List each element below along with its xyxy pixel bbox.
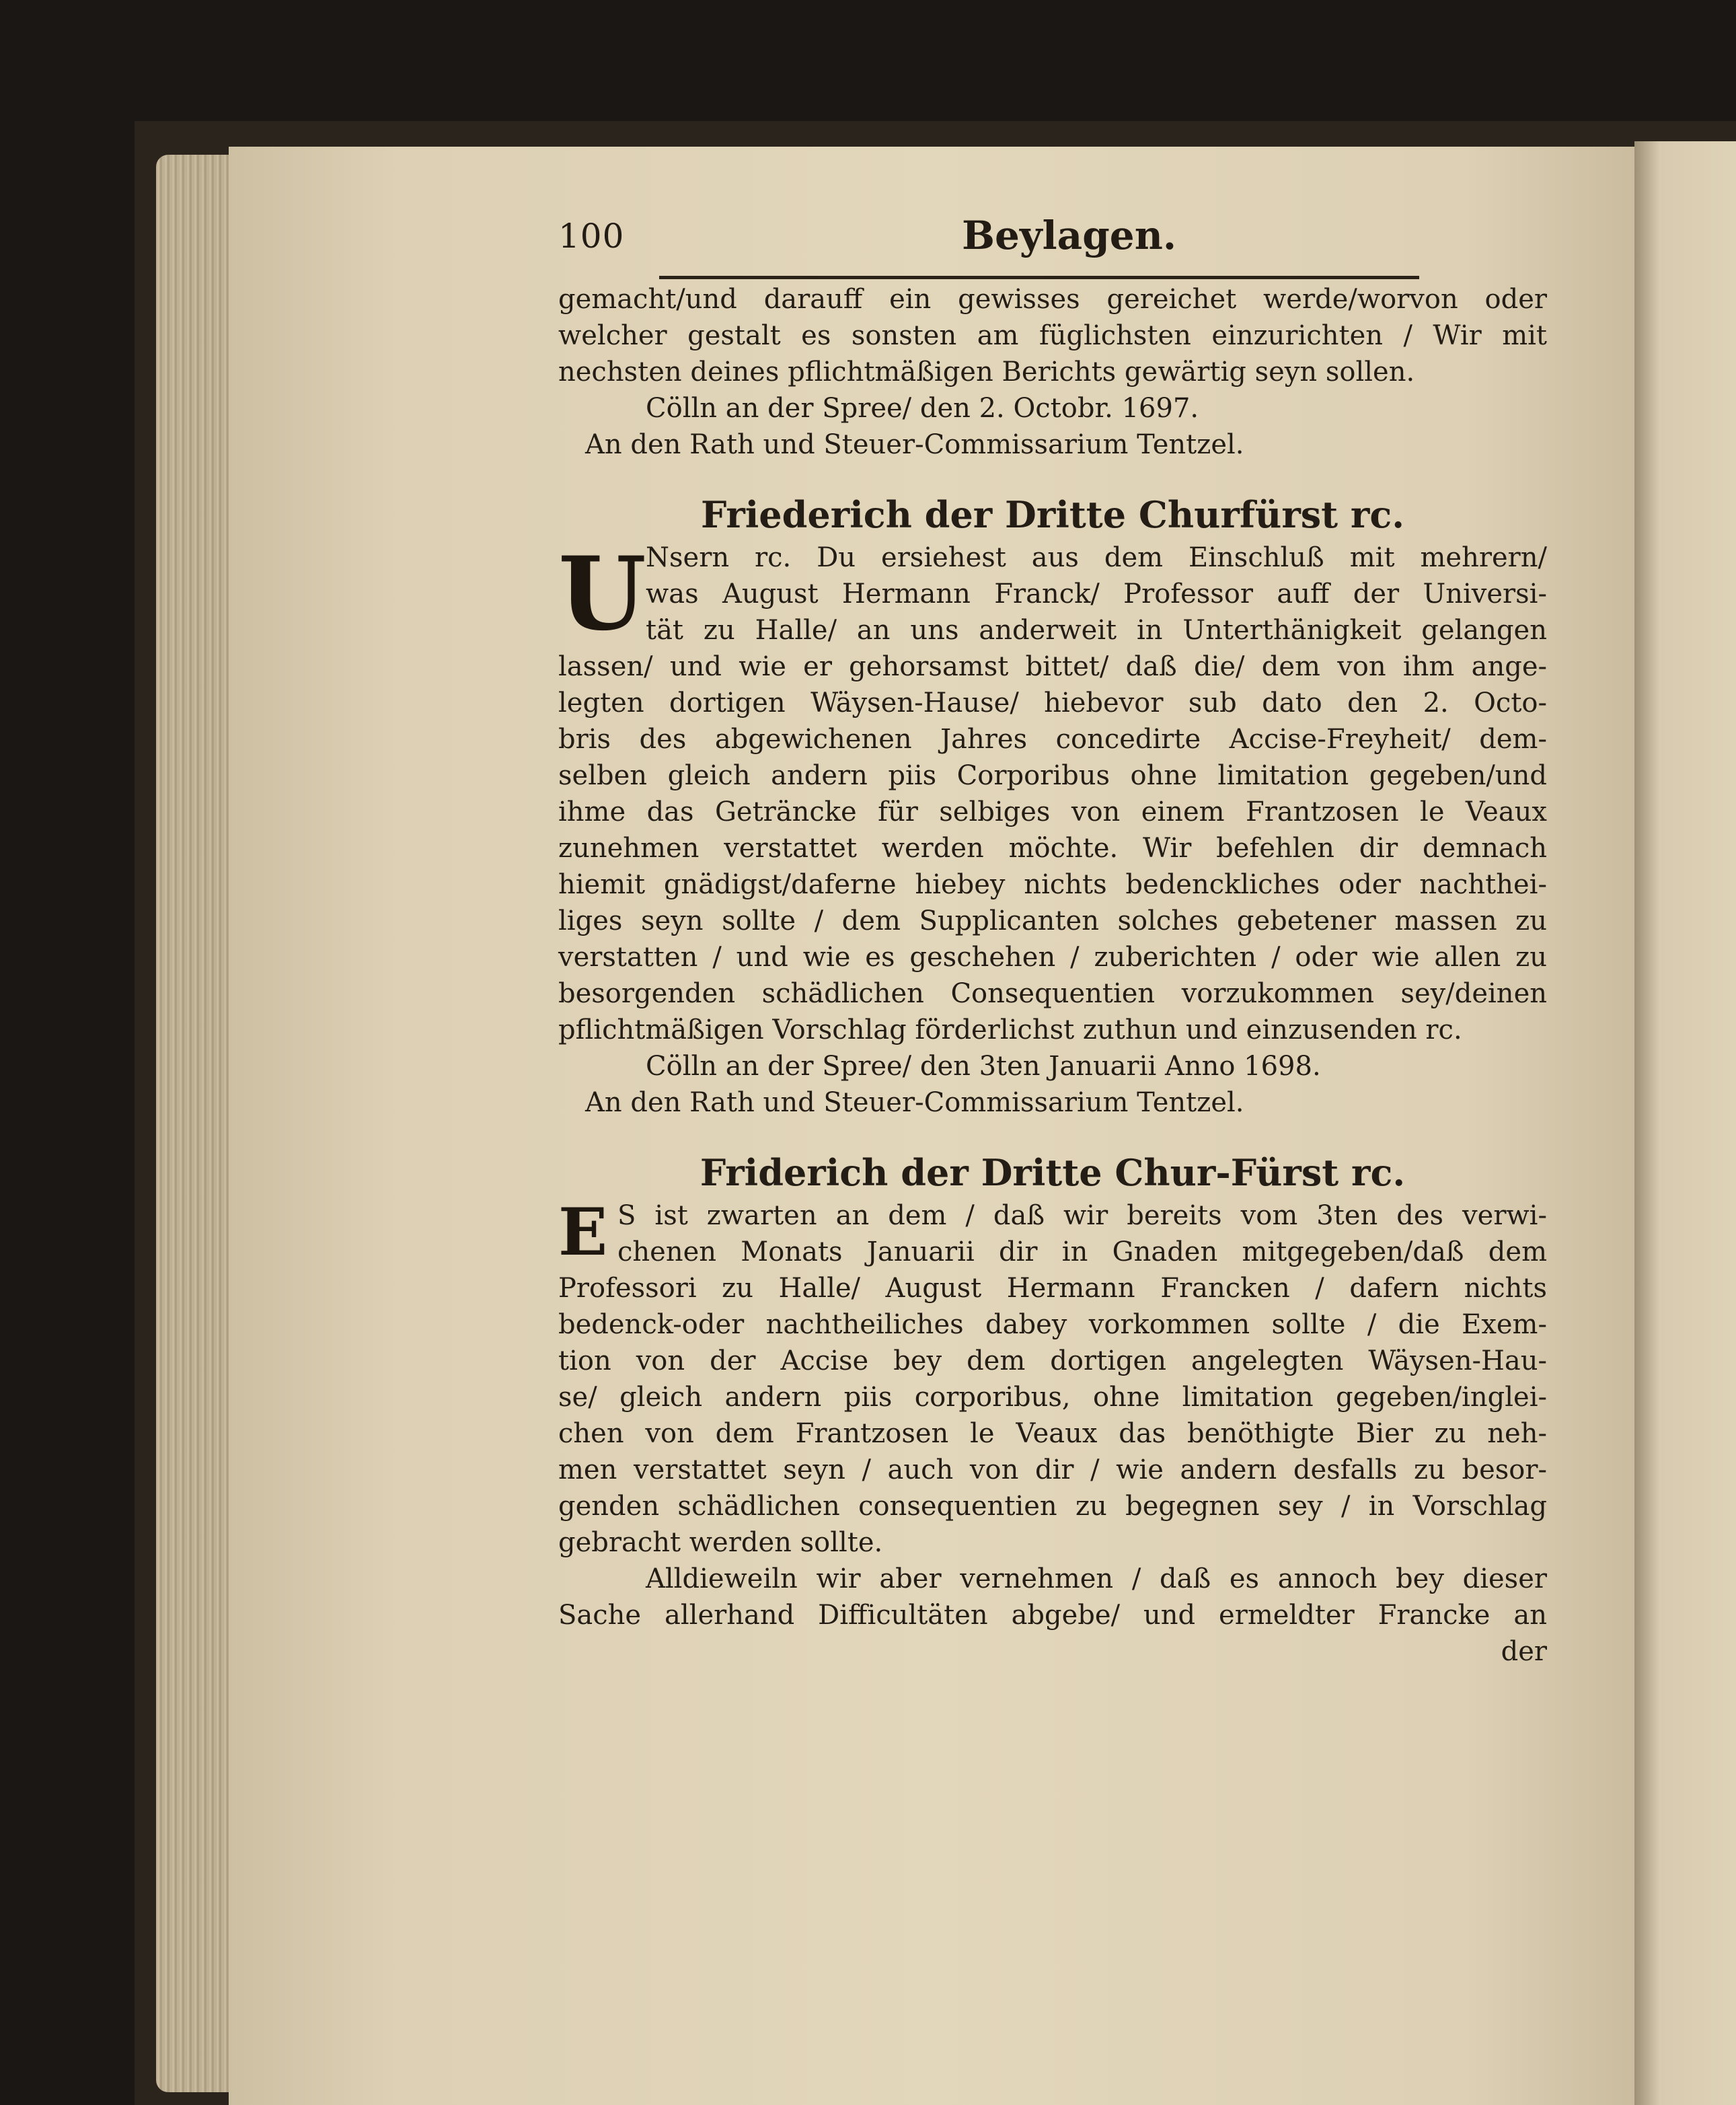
text-line: Alldieweiln wir aber vernehmen / daß es annoch bey dieser — [646, 1563, 1547, 1594]
text-line: legten dortigen Wäysen-Hause/ hiebevor sub dato den 2. Octo- — [558, 688, 1547, 718]
page-number: 100 — [558, 217, 625, 256]
text-line: Professori zu Halle/ August Hermann Francken / dafern nichts — [558, 1273, 1547, 1304]
text-line: welcher gestalt es sonsten am füglichsten einzurichten / Wir mit — [558, 320, 1547, 351]
letter-heading: Friderich der Dritte Chur-Fürst rc. — [700, 1151, 1406, 1194]
text-line: se/ gleich andern piis corporibus, ohne limitation gegeben/inglei- — [558, 1382, 1547, 1413]
page-content — [558, 281, 1547, 1670]
running-head: Beylagen. — [962, 213, 1177, 258]
header-rule — [659, 276, 1419, 279]
text-line: chenen Monats Januarii dir in Gnaden mitgegeben/daß dem — [617, 1236, 1547, 1267]
letter-date: Cölln an der Spree/ den 3ten Januarii Anno 1698. — [646, 1051, 1321, 1082]
text-line: tät zu Halle/ an uns anderweit in Unterthänigkeit gelangen — [646, 615, 1547, 646]
letter-date: Cölln an der Spree/ den 2. Octobr. 1697. — [646, 393, 1199, 424]
letter-1-continuation — [558, 281, 1547, 463]
letter-heading: Friederich der Dritte Churfürst rc. — [700, 493, 1405, 536]
letter-3-body — [558, 1194, 1547, 1670]
text-line: besorgenden schädlichen Consequentien vorzukommen sey/deinen — [558, 978, 1547, 1009]
decorated-initial: U — [558, 535, 646, 653]
text-line: Sache allerhand Difficultäten abgebe/ und ermeldter Francke an — [558, 1600, 1547, 1631]
text-line: was August Hermann Franck/ Professor auff der Universi- — [646, 579, 1547, 610]
text-line: selben gleich andern piis Corporibus ohne limitation gegeben/und — [558, 760, 1547, 791]
facing-page-edge — [1634, 141, 1736, 2105]
text-line: men verstattet seyn / auch von dir / wie andern desfalls zu besor- — [558, 1454, 1547, 1485]
text-line: lassen/ und wie er gehorsamst bittet/ daß die/ dem von ihm ange- — [558, 651, 1547, 682]
text-line: liges seyn sollte / dem Supplicanten solches gebetener massen zu — [558, 906, 1547, 936]
text-line: Nsern rc. Du ersiehest aus dem Einschluß mit mehrern/ — [646, 542, 1547, 573]
text-line: chen von dem Frantzosen le Veaux das benöthigte Bier zu neh- — [558, 1418, 1547, 1449]
text-line: gebracht werden sollte. — [558, 1527, 883, 1558]
text-line: ihme das Geträncke für selbiges von einem Frantzosen le Veaux — [558, 797, 1547, 827]
text-line: tion von der Accise bey dem dortigen angelegten Wäysen-Hau- — [558, 1345, 1547, 1376]
letter-addressee: An den Rath und Steuer-Commissarium Tentzel. — [585, 1087, 1244, 1118]
letter-2-body — [558, 535, 1547, 1121]
text-line: genden schädlichen consequentien zu begegnen sey / in Vorschlag — [558, 1491, 1547, 1522]
text-line: verstatten / und wie es geschehen / zuberichten / oder wie allen zu — [558, 942, 1547, 973]
text-line: bris des abgewichenen Jahres concedirte Accise-Freyheit/ dem- — [558, 724, 1547, 755]
text-line: S ist zwarten an dem / daß wir bereits vom 3ten des verwi- — [617, 1200, 1547, 1231]
text-line: zunehmen verstattet werden möchte. Wir befehlen dir demnach — [558, 833, 1547, 864]
text-line: bedenck-oder nachtheiliches dabey vorkommen sollte / die Exem- — [558, 1309, 1547, 1340]
text-line: pflichtmäßigen Vorschlag förderlichst zuthun und einzusenden rc. — [558, 1014, 1462, 1045]
text-line: hiemit gnädigst/daferne hiebey nichts bedenckliches oder nachthei- — [558, 869, 1547, 900]
page-header — [558, 213, 1534, 277]
catchword: der — [1501, 1636, 1547, 1667]
decorated-initial: E — [558, 1194, 608, 1270]
letter-addressee: An den Rath und Steuer-Commissarium Tentzel. — [585, 429, 1244, 460]
text-line: gemacht/und darauff ein gewisses gereichet werde/worvon oder — [558, 284, 1547, 315]
text-line: nechsten deines pflichtmäßigen Berichts gewärtig seyn sollen. — [558, 357, 1415, 387]
